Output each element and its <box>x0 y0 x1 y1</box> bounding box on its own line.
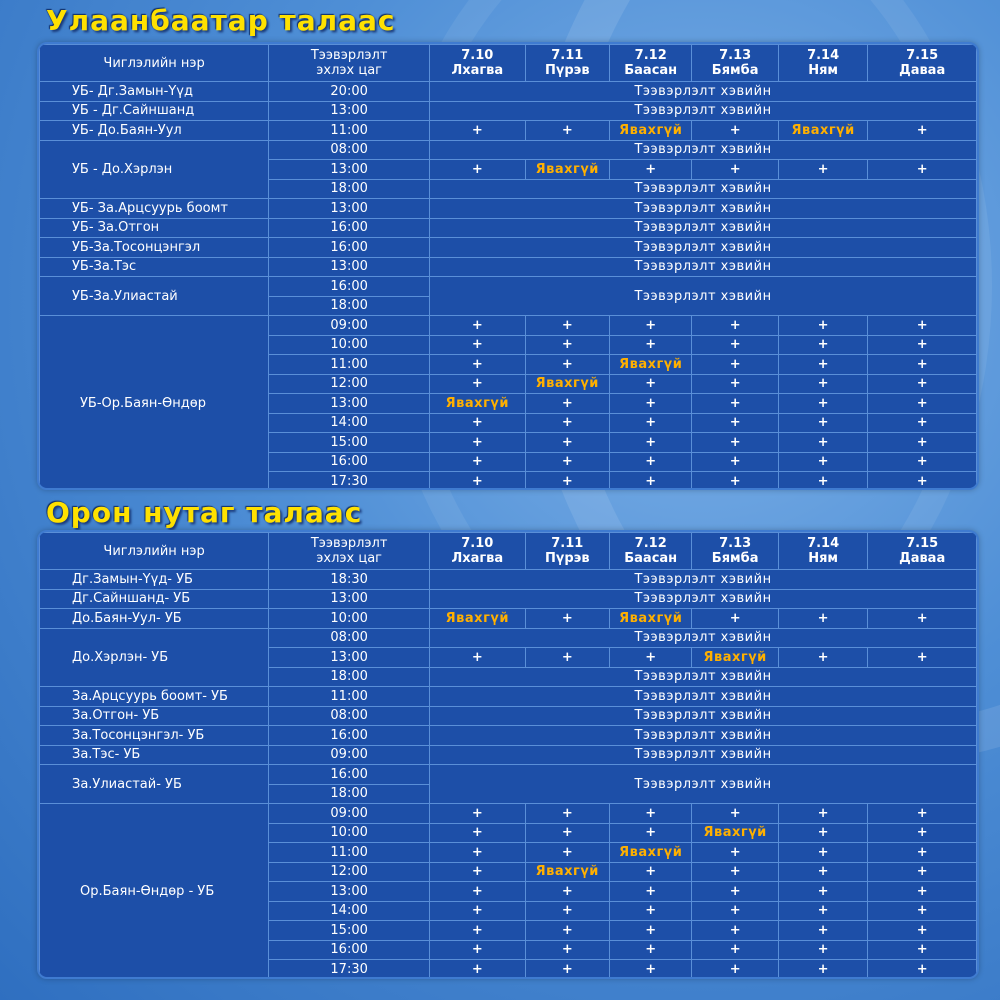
departure-time: 16:00 <box>269 277 430 297</box>
route-name: УБ- За.Арцсуурь боомт <box>40 199 269 219</box>
status-running: + <box>868 648 977 668</box>
table-row <box>40 277 977 297</box>
departure-time: 08:00 <box>269 140 430 160</box>
departure-time: 09:00 <box>269 804 430 824</box>
status-running: + <box>430 316 526 336</box>
status-running: + <box>525 921 609 941</box>
day-name: Даваа <box>899 551 946 566</box>
day-column-header <box>868 45 977 82</box>
day-column-header <box>610 533 692 570</box>
status-running: + <box>525 316 609 336</box>
table-row <box>40 687 977 707</box>
departure-time: 10:00 <box>269 335 430 355</box>
departure-time: 16:00 <box>269 726 430 746</box>
status-running: + <box>525 648 609 668</box>
status-cancelled: Явахгүй <box>610 843 692 863</box>
status-regular: Тээвэрлэлт хэвийн <box>430 570 977 590</box>
status-running: + <box>692 452 778 472</box>
departure-time: 12:00 <box>269 374 430 394</box>
status-running: + <box>430 940 526 960</box>
status-running: + <box>778 823 867 843</box>
day-column-header <box>778 533 867 570</box>
status-running: + <box>692 862 778 882</box>
day-name: Бямба <box>711 551 759 566</box>
status-running: + <box>525 433 609 453</box>
status-regular: Тээвэрлэлт хэвийн <box>430 667 977 687</box>
route-name: УБ-За.Тосонцэнгэл <box>40 238 269 258</box>
status-running: + <box>525 121 609 141</box>
status-running: + <box>692 374 778 394</box>
status-regular: Тээвэрлэлт хэвийн <box>430 238 977 258</box>
status-running: + <box>778 452 867 472</box>
table-row <box>40 765 977 785</box>
departure-time: 16:00 <box>269 238 430 258</box>
status-running: + <box>430 472 526 491</box>
status-running: + <box>868 940 977 960</box>
time-column-header <box>269 45 430 82</box>
route-name: УБ - До.Хэрлэн <box>40 140 269 199</box>
status-running: + <box>430 160 526 180</box>
route-name: УБ- До.Баян-Уул <box>40 121 269 141</box>
status-running: + <box>692 355 778 375</box>
departure-time: 10:00 <box>269 609 430 629</box>
status-running: + <box>778 804 867 824</box>
day-name: Лхагва <box>451 63 504 78</box>
status-running: + <box>430 121 526 141</box>
status-running: + <box>778 355 867 375</box>
status-running: + <box>430 335 526 355</box>
status-regular: Тээвэрлэлт хэвийн <box>430 706 977 726</box>
day-date: 7.14 <box>807 48 840 63</box>
status-running: + <box>430 804 526 824</box>
status-running: + <box>430 921 526 941</box>
departure-time: 13:00 <box>269 394 430 414</box>
status-cancelled: Явахгүй <box>610 355 692 375</box>
schedule-table-from-province <box>37 530 979 979</box>
day-date: 7.10 <box>461 48 494 63</box>
day-name: Даваа <box>899 63 946 78</box>
status-cancelled: Явахгүй <box>430 394 526 414</box>
status-running: + <box>610 394 692 414</box>
departure-time: 16:00 <box>269 452 430 472</box>
day-column-header <box>692 45 778 82</box>
status-running: + <box>430 648 526 668</box>
status-running: + <box>692 433 778 453</box>
schedule-table <box>39 532 977 979</box>
day-date: 7.15 <box>906 536 939 551</box>
route-column-header: Чиглэлийн нэр <box>40 533 269 570</box>
table-row <box>40 140 977 160</box>
table-row <box>40 218 977 238</box>
status-running: + <box>868 609 977 629</box>
route-name: Дг.Сайншанд- УБ <box>40 589 269 609</box>
status-running: + <box>778 609 867 629</box>
status-running: + <box>778 882 867 902</box>
day-column-header <box>692 533 778 570</box>
day-column-header <box>430 45 526 82</box>
day-name: Лхагва <box>451 551 504 566</box>
departure-time: 13:00 <box>269 648 430 668</box>
status-cancelled: Явахгүй <box>692 648 778 668</box>
table-row <box>40 609 977 629</box>
status-regular: Тээвэрлэлт хэвийн <box>430 257 977 277</box>
route-name: За.Тосонцэнгэл- УБ <box>40 726 269 746</box>
departure-time: 17:30 <box>269 472 430 491</box>
status-running: + <box>778 316 867 336</box>
status-running: + <box>692 882 778 902</box>
status-regular: Тээвэрлэлт хэвийн <box>430 82 977 102</box>
status-cancelled: Явахгүй <box>778 121 867 141</box>
departure-time: 13:00 <box>269 589 430 609</box>
status-regular: Тээвэрлэлт хэвийн <box>430 199 977 219</box>
status-cancelled: Явахгүй <box>610 609 692 629</box>
status-running: + <box>692 609 778 629</box>
status-regular: Тээвэрлэлт хэвийн <box>430 745 977 765</box>
departure-time: 10:00 <box>269 823 430 843</box>
status-running: + <box>868 355 977 375</box>
day-date: 7.14 <box>807 536 840 551</box>
status-running: + <box>692 160 778 180</box>
status-running: + <box>610 374 692 394</box>
status-regular: Тээвэрлэлт хэвийн <box>430 277 977 316</box>
status-running: + <box>430 843 526 863</box>
status-running: + <box>610 452 692 472</box>
status-running: + <box>868 452 977 472</box>
status-running: + <box>868 843 977 863</box>
departure-time: 18:00 <box>269 296 430 316</box>
route-name: УБ- За.Отгон <box>40 218 269 238</box>
status-running: + <box>525 804 609 824</box>
day-column-header <box>430 533 526 570</box>
route-name: Дг.Замын-Үүд- УБ <box>40 570 269 590</box>
schedule-table <box>39 44 977 490</box>
table-row <box>40 706 977 726</box>
status-running: + <box>610 862 692 882</box>
route-name: УБ-За.Улиастай <box>40 277 269 316</box>
status-regular: Тээвэрлэлт хэвийн <box>430 726 977 746</box>
day-column-header <box>778 45 867 82</box>
status-running: + <box>692 921 778 941</box>
status-running: + <box>868 316 977 336</box>
departure-time: 13:00 <box>269 257 430 277</box>
route-column-header: Чиглэлийн нэр <box>40 45 269 82</box>
status-running: + <box>430 823 526 843</box>
departure-time: 18:00 <box>269 784 430 804</box>
status-regular: Тээвэрлэлт хэвийн <box>430 179 977 199</box>
status-running: + <box>610 335 692 355</box>
status-running: + <box>610 413 692 433</box>
table-row <box>40 257 977 277</box>
status-running: + <box>778 433 867 453</box>
departure-time: 11:00 <box>269 121 430 141</box>
departure-time: 13:00 <box>269 199 430 219</box>
status-running: + <box>868 960 977 980</box>
section-title-from-ub: Улаанбаатар талаас <box>46 4 396 37</box>
status-regular: Тээвэрлэлт хэвийн <box>430 687 977 707</box>
status-running: + <box>692 804 778 824</box>
status-running: + <box>868 804 977 824</box>
status-running: + <box>610 901 692 921</box>
day-date: 7.12 <box>634 48 667 63</box>
status-running: + <box>430 901 526 921</box>
status-cancelled: Явахгүй <box>525 374 609 394</box>
status-running: + <box>692 940 778 960</box>
day-name: Ням <box>808 551 839 566</box>
schedule-table-from-ub <box>37 42 979 490</box>
status-running: + <box>868 882 977 902</box>
departure-time: 14:00 <box>269 901 430 921</box>
status-running: + <box>525 823 609 843</box>
status-running: + <box>610 648 692 668</box>
status-running: + <box>525 355 609 375</box>
status-running: + <box>868 901 977 921</box>
header-row <box>40 45 977 82</box>
status-regular: Тээвэрлэлт хэвийн <box>430 101 977 121</box>
departure-time: 08:00 <box>269 706 430 726</box>
time-header-line: Тээвэрлэлт <box>310 48 388 63</box>
departure-time: 13:00 <box>269 882 430 902</box>
table-row <box>40 570 977 590</box>
day-name: Баасан <box>624 63 678 78</box>
route-name: За.Улиастай- УБ <box>40 765 269 804</box>
status-running: + <box>610 316 692 336</box>
status-cancelled: Явахгүй <box>525 862 609 882</box>
status-running: + <box>430 413 526 433</box>
day-name: Баасан <box>624 551 678 566</box>
departure-time: 20:00 <box>269 82 430 102</box>
status-running: + <box>868 121 977 141</box>
departure-time: 13:00 <box>269 101 430 121</box>
departure-time: 16:00 <box>269 765 430 785</box>
status-running: + <box>868 374 977 394</box>
status-running: + <box>868 921 977 941</box>
status-running: + <box>778 940 867 960</box>
status-running: + <box>525 960 609 980</box>
day-date: 7.11 <box>551 48 584 63</box>
status-running: + <box>430 433 526 453</box>
table-row <box>40 238 977 258</box>
status-cancelled: Явахгүй <box>610 121 692 141</box>
status-running: + <box>610 433 692 453</box>
status-running: + <box>868 335 977 355</box>
status-running: + <box>430 355 526 375</box>
status-running: + <box>525 472 609 491</box>
time-header-line: эхлэх цаг <box>316 63 383 78</box>
table-row <box>40 726 977 746</box>
status-regular: Тээвэрлэлт хэвийн <box>430 589 977 609</box>
status-running: + <box>525 901 609 921</box>
status-running: + <box>525 940 609 960</box>
status-running: + <box>610 921 692 941</box>
day-date: 7.10 <box>461 536 494 551</box>
day-name: Ням <box>808 63 839 78</box>
table-row <box>40 628 977 648</box>
status-running: + <box>778 862 867 882</box>
status-running: + <box>692 843 778 863</box>
route-name: За.Отгон- УБ <box>40 706 269 726</box>
status-running: + <box>868 433 977 453</box>
time-header-line: эхлэх цаг <box>316 551 383 566</box>
status-running: + <box>525 452 609 472</box>
table-row <box>40 745 977 765</box>
status-running: + <box>692 394 778 414</box>
status-regular: Тээвэрлэлт хэвийн <box>430 140 977 160</box>
day-name: Пүрэв <box>544 551 590 566</box>
departure-time: 15:00 <box>269 921 430 941</box>
departure-time: 17:30 <box>269 960 430 980</box>
route-name: До.Баян-Уул- УБ <box>40 609 269 629</box>
status-running: + <box>778 160 867 180</box>
status-running: + <box>692 316 778 336</box>
route-name: Ор.Баян-Өндөр - УБ <box>40 804 269 980</box>
status-running: + <box>778 394 867 414</box>
status-running: + <box>868 472 977 491</box>
status-running: + <box>525 609 609 629</box>
status-running: + <box>778 374 867 394</box>
status-running: + <box>778 413 867 433</box>
status-running: + <box>525 882 609 902</box>
departure-time: 11:00 <box>269 843 430 863</box>
status-running: + <box>430 960 526 980</box>
departure-time: 18:30 <box>269 570 430 590</box>
day-column-header <box>525 45 609 82</box>
status-running: + <box>778 472 867 491</box>
status-running: + <box>430 882 526 902</box>
departure-time: 16:00 <box>269 940 430 960</box>
table-row <box>40 316 977 336</box>
time-header-line: Тээвэрлэлт <box>310 536 388 551</box>
status-regular: Тээвэрлэлт хэвийн <box>430 218 977 238</box>
day-column-header <box>610 45 692 82</box>
status-running: + <box>778 901 867 921</box>
status-cancelled: Явахгүй <box>525 160 609 180</box>
day-column-header <box>868 533 977 570</box>
status-running: + <box>610 940 692 960</box>
day-name: Бямба <box>711 63 759 78</box>
status-running: + <box>525 335 609 355</box>
day-date: 7.13 <box>719 48 752 63</box>
status-running: + <box>610 960 692 980</box>
table-row <box>40 804 977 824</box>
departure-time: 11:00 <box>269 687 430 707</box>
status-running: + <box>692 472 778 491</box>
departure-time: 15:00 <box>269 433 430 453</box>
departure-time: 09:00 <box>269 316 430 336</box>
status-running: + <box>430 452 526 472</box>
route-name: УБ - Дг.Сайншанд <box>40 101 269 121</box>
status-running: + <box>868 823 977 843</box>
day-date: 7.15 <box>906 48 939 63</box>
departure-time: 14:00 <box>269 413 430 433</box>
status-cancelled: Явахгүй <box>692 823 778 843</box>
departure-time: 18:00 <box>269 667 430 687</box>
day-name: Пүрэв <box>544 63 590 78</box>
departure-time: 13:00 <box>269 160 430 180</box>
departure-time: 12:00 <box>269 862 430 882</box>
status-running: + <box>778 843 867 863</box>
day-date: 7.11 <box>551 536 584 551</box>
status-running: + <box>868 413 977 433</box>
status-running: + <box>610 882 692 902</box>
departure-time: 16:00 <box>269 218 430 238</box>
route-name: До.Хэрлэн- УБ <box>40 628 269 687</box>
status-running: + <box>525 413 609 433</box>
status-running: + <box>610 823 692 843</box>
status-regular: Тээвэрлэлт хэвийн <box>430 765 977 804</box>
time-column-header <box>269 533 430 570</box>
status-running: + <box>692 413 778 433</box>
status-cancelled: Явахгүй <box>430 609 526 629</box>
status-running: + <box>778 960 867 980</box>
status-running: + <box>692 121 778 141</box>
table-row <box>40 101 977 121</box>
status-running: + <box>610 804 692 824</box>
status-running: + <box>525 843 609 863</box>
table-row <box>40 589 977 609</box>
status-running: + <box>778 921 867 941</box>
status-regular: Тээвэрлэлт хэвийн <box>430 628 977 648</box>
status-running: + <box>692 960 778 980</box>
section-title-from-province: Орон нутаг талаас <box>46 496 363 529</box>
route-name: УБ- Дг.Замын-Үүд <box>40 82 269 102</box>
table-row <box>40 121 977 141</box>
status-running: + <box>778 648 867 668</box>
table-row <box>40 82 977 102</box>
route-name: За.Арцсуурь боомт- УБ <box>40 687 269 707</box>
status-running: + <box>430 374 526 394</box>
table-row <box>40 199 977 219</box>
status-running: + <box>778 335 867 355</box>
status-running: + <box>430 862 526 882</box>
departure-time: 09:00 <box>269 745 430 765</box>
day-column-header <box>525 533 609 570</box>
day-date: 7.13 <box>719 536 752 551</box>
departure-time: 18:00 <box>269 179 430 199</box>
departure-time: 11:00 <box>269 355 430 375</box>
status-running: + <box>692 901 778 921</box>
status-running: + <box>692 335 778 355</box>
route-name: УБ-За.Тэс <box>40 257 269 277</box>
departure-time: 08:00 <box>269 628 430 648</box>
header-row <box>40 533 977 570</box>
status-running: + <box>868 862 977 882</box>
status-running: + <box>610 160 692 180</box>
status-running: + <box>610 472 692 491</box>
status-running: + <box>868 394 977 414</box>
route-name: УБ-Ор.Баян-Өндөр <box>40 316 269 491</box>
day-date: 7.12 <box>634 536 667 551</box>
route-name: За.Тэс- УБ <box>40 745 269 765</box>
status-running: + <box>525 394 609 414</box>
status-running: + <box>868 160 977 180</box>
